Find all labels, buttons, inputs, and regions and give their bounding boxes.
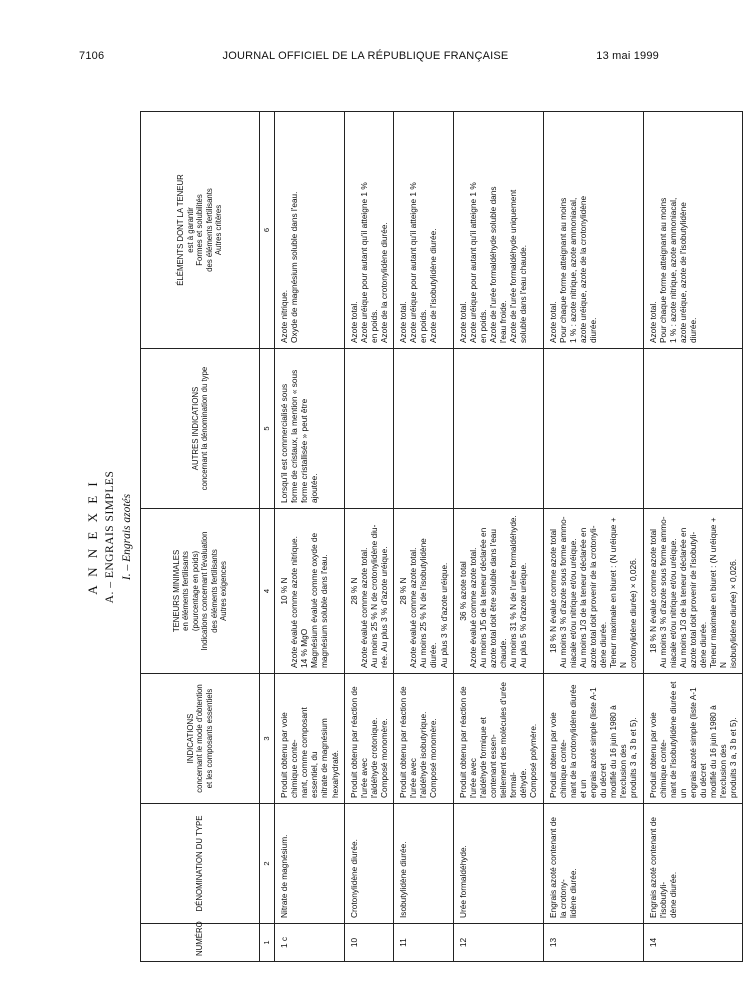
teneurs-cell: [275, 509, 345, 674]
cell-line: Azote total.: [647, 301, 658, 343]
header-line: Indications concernant l'évaluation: [200, 531, 209, 651]
cell-line: Produit obtenu par réaction de l'urée avec: [457, 686, 478, 798]
cell-line: Teneur maximale en biuret : (N uréique + N: [708, 517, 729, 668]
cell-line: dène diurée.: [598, 621, 609, 668]
indications-cell: [543, 674, 643, 804]
cell-line: Au moins 25 % N de crotonylidène diu-: [368, 524, 379, 668]
indications-cell: [453, 674, 543, 804]
cell-line: nant, comme composant essentiel, du: [299, 707, 320, 798]
indications-cell: [643, 674, 743, 804]
cell-line: Azote total.: [348, 301, 359, 343]
teneurs-cell: [543, 509, 643, 674]
cell-line: Au moins 1/3 de la teneur déclarée en: [677, 527, 688, 668]
cell-line: Oxyde de magnésium soluble dans l'eau.: [289, 191, 300, 343]
cell-line: azote total doit être soluble dans l'eau: [487, 528, 498, 668]
cell-line: Lorsqu'il est commercialisé sous: [279, 383, 289, 503]
cell-line: 10 % N: [279, 577, 289, 605]
cell-line: soluble dans l'eau chaude.: [518, 245, 529, 343]
cell-line: Azote uréique pour autant qu'il atteigne 1 %: [358, 182, 369, 343]
elements-cell: [275, 112, 345, 349]
cell-line: Au moins 1/5 de la teneur déclarée en: [477, 527, 488, 668]
header-line: DÉNOMINATION DU TYPE: [195, 815, 205, 912]
cell-line: Au moins 25 % N de l'isobutylidène diurée.: [418, 538, 439, 668]
cell-line: l'aldéhyde crotonique.: [368, 717, 379, 798]
header-line: (pourcentage en poids): [190, 550, 200, 632]
column-number: 6: [260, 112, 275, 349]
cell-line: Engrais azoté contenant de la crotony-: [547, 816, 568, 918]
header-line: ÉLÉMENTS DONT LA TENEUR: [176, 174, 186, 286]
row-number: 10: [344, 924, 393, 962]
table-body: [275, 112, 743, 962]
header-line: INDICATIONS: [185, 713, 195, 764]
column-header: [141, 509, 260, 674]
type-name-cell: [394, 804, 454, 924]
type-name-cell: [543, 804, 643, 924]
cell-line: dène diurée.: [667, 871, 678, 918]
cell-line: Composé polymère.: [528, 723, 539, 798]
cell-line: en poids.: [368, 309, 379, 343]
cell-line: produits 3 a, 3 b et 5).: [628, 717, 639, 798]
cell-line: en poids.: [477, 309, 488, 343]
table-row: [543, 112, 643, 962]
cell-line: Au plus 3 % d'azote uréique.: [438, 562, 449, 668]
cell-line: Urée formaldéhyde.: [457, 845, 468, 918]
column-header: [141, 804, 260, 924]
cell-line: ajoutée.: [309, 473, 320, 503]
header-line: en éléments fertilisants: [181, 551, 190, 631]
cell-line: azote uréique, azote de l'isobutylidène: [677, 202, 688, 343]
header-line: des éléments fertilisants: [209, 549, 219, 633]
indications-cell: [394, 674, 454, 804]
elements-cell: [344, 112, 393, 349]
column-number: 2: [260, 804, 275, 924]
cell-line: diurée.: [587, 317, 598, 343]
cell-line: Composé monomère.: [378, 718, 389, 798]
cell-line: 14 % MgO: [299, 628, 310, 668]
annex-section: A. – ENGRAIS SIMPLES: [104, 470, 116, 604]
cell-line: Au moins 3 % d'azote sous forme ammo-: [657, 516, 668, 668]
column-number: 5: [260, 349, 275, 509]
page-number: 7106: [79, 50, 105, 62]
cell-line: Azote de l'isobutylidène diurée.: [428, 228, 439, 343]
autres-cell: [394, 349, 454, 509]
cell-line: Pour chaque forme atteignant au moins: [557, 197, 568, 343]
column-number-row: [260, 112, 275, 962]
indications-cell: [344, 674, 393, 804]
autres-cell: [344, 349, 393, 509]
fertilizer-table: [140, 111, 743, 962]
cell-line: niacale et/ou nitrique et/ou uréique.: [567, 538, 578, 668]
cell-line: lidène diurée.: [567, 868, 578, 918]
table-row: [643, 112, 743, 962]
journal-title: JOURNAL OFFICIEL DE LA RÉPUBLIQUE FRANÇAISE: [222, 50, 509, 62]
cell-line: 18 % N évalué comme azote total: [647, 528, 658, 654]
cell-line: azote total doit provenir de la crotonyli-: [587, 525, 598, 668]
cell-line: crotonylidène diurée) × 0,026.: [628, 557, 639, 668]
cell-line: niacale et/ou nitrique et/ou uréique.: [667, 538, 678, 668]
cell-line: modifié du 16 juin 1980 à l'exclusion des: [708, 705, 729, 798]
elements-cell: [543, 112, 643, 349]
cell-line: Produit obtenu par voie chimique conte-: [279, 712, 300, 798]
cell-line: modifié du 16 juin 1980 à l'exclusion des: [608, 705, 629, 798]
cell-line: Au moins 31 % N de l'urée formaldéhyde.: [508, 515, 519, 668]
type-name-cell: [643, 804, 743, 924]
cell-line: Azote évalué comme azote total.: [467, 547, 478, 668]
cell-line: produits 3 a, 3 b et 5).: [728, 717, 739, 798]
header-line: est à garantir: [185, 207, 195, 253]
header-line: et les composants essentiels: [204, 688, 214, 789]
row-number: 1 c: [275, 924, 345, 962]
cell-line: Composé monomère.: [428, 718, 439, 798]
table-header-row: [141, 112, 260, 962]
autres-cell: [275, 349, 345, 509]
cell-line: l'eau froide.: [498, 300, 509, 343]
table-row: [344, 112, 393, 962]
cell-line: forme cristallisée » peut être: [299, 398, 310, 503]
cell-line: 18 % N évalué comme azote total: [547, 528, 558, 654]
cell-line: engrais azoté simple (liste A-1 du décret: [587, 687, 609, 798]
cell-line: Azote de l'urée formaldéhyde uniquement: [508, 189, 519, 343]
cell-line: 36 % azote total: [457, 561, 468, 621]
cell-line: Azote de la crotonylidène diurée.: [378, 222, 389, 343]
cell-line: l'aldéhyde formique et contenant essen-: [477, 717, 498, 798]
header-line: Autres exigences: [219, 561, 228, 621]
cell-line: nant de l'isobutylidène diurée et un: [667, 681, 688, 798]
annex-title: A N N E X E I: [85, 479, 100, 595]
rotated-page: [80, 112, 739, 962]
elements-cell: [643, 112, 743, 349]
cell-line: Azote évalué comme azote nitrique.: [289, 536, 300, 668]
column-header: [141, 921, 260, 962]
table-row: [394, 112, 454, 962]
cell-line: Isobutylidène diurée.: [398, 841, 409, 918]
header-line: NUMÉRO: [195, 921, 205, 956]
cell-line: Azote uréique pour autant qu'il atteigne 1 %: [408, 182, 419, 343]
cell-line: azote uréique, azote de la crotonylidène: [577, 195, 588, 343]
cell-line: Au moins 3 % d'azote sous forme ammo-: [557, 516, 568, 668]
cell-line: en poids.: [418, 309, 429, 343]
cell-line: Produit obtenu par réaction de l'urée avec: [348, 686, 369, 798]
header-line: concernant la dénomination du type: [200, 366, 209, 491]
cell-line: Azote total.: [547, 301, 558, 343]
cell-line: Produit obtenu par réaction de l'urée avec: [398, 686, 419, 798]
row-number: 13: [543, 924, 643, 962]
column-number: 3: [260, 674, 275, 804]
cell-line: Azote évalué comme azote total.: [408, 547, 419, 668]
cell-line: Azote de l'urée formaldéhyde soluble dans: [487, 186, 498, 343]
cell-line: Teneur maximale en biuret : (N uréique + N: [608, 517, 629, 668]
type-name-cell: [453, 804, 543, 924]
row-number: 14: [643, 924, 743, 962]
type-name-cell: [344, 804, 393, 924]
cell-line: l'aldéhyde isobutyrique.: [418, 711, 429, 798]
cell-line: nant de la crotonylidène diurée et un: [567, 684, 588, 798]
type-name-cell: [275, 804, 345, 924]
header-line: Autres critères: [214, 204, 224, 256]
cell-line: Azote total.: [457, 301, 468, 343]
cell-line: forme de cristaux, la mention « sous: [289, 369, 300, 503]
column-header: [141, 349, 260, 509]
cell-line: Engrais azoté contenant de l'isobutyli-: [647, 816, 668, 918]
table-row: [453, 112, 543, 962]
header-line: Formes et solubilités: [195, 194, 205, 266]
teneurs-cell: [344, 509, 393, 674]
cell-line: 28 % N: [348, 577, 359, 605]
cell-line: isobutylidène diurée) × 0,026.: [728, 558, 739, 668]
cell-line: diurée.: [687, 317, 698, 343]
column-number: 4: [260, 509, 275, 674]
header-line: TENEURS MINIMALES: [171, 549, 181, 633]
elements-cell: [394, 112, 454, 349]
header-line: AUTRES INDICATIONS: [190, 386, 200, 471]
cell-line: 1 % : azote nitrique, azote ammoniacal,: [667, 197, 678, 343]
cell-line: Crotonylidène diurée.: [348, 839, 359, 918]
cell-line: chaude.: [498, 638, 509, 668]
elements-cell: [453, 112, 543, 349]
cell-line: Pour chaque forme atteignant au moins: [657, 197, 668, 343]
publication-date: 13 mai 1999: [596, 50, 659, 62]
cell-line: 28 % N: [398, 577, 409, 605]
cell-line: rée. Au plus 3 % d'azote uréique.: [378, 546, 389, 668]
row-number: 12: [453, 924, 543, 962]
cell-line: Azote total.: [398, 301, 409, 343]
column-number: 1: [260, 924, 275, 962]
autres-cell: [453, 349, 543, 509]
autres-cell: [543, 349, 643, 509]
cell-line: Produit obtenu par voie chimique conte-: [647, 712, 668, 798]
cell-line: 1 % : azote nitrique, azote ammoniacal,: [567, 197, 578, 343]
cell-line: Azote nitrique.: [279, 289, 289, 343]
header-line: des éléments fertilisants: [204, 188, 214, 272]
cell-line: engrais azoté simple (liste A-1 du décret: [687, 687, 709, 798]
cell-line: Nitrate de magnésium.: [279, 834, 289, 918]
column-header: [141, 674, 260, 804]
teneurs-cell: [453, 509, 543, 674]
table-row: [275, 112, 345, 962]
cell-line: azote total doit provenir de l'isobutyli-: [687, 531, 698, 668]
cell-line: déhyde.: [518, 768, 529, 798]
cell-line: Au moins 1/3 de la teneur déclarée en: [577, 527, 588, 668]
cell-line: nitrate de magnésium hexahydraté.: [319, 718, 340, 798]
cell-line: magnésium soluble dans l'eau.: [319, 554, 330, 668]
cell-line: Au plus 5 % d'azote uréique.: [518, 562, 529, 668]
cell-line: tiellement des molécules d'urée formal-: [498, 682, 519, 798]
indications-cell: [275, 674, 345, 804]
teneurs-cell: [394, 509, 454, 674]
cell-line: Azote uréique pour autant qu'il atteigne 1 %: [467, 182, 478, 343]
header-line: concernant le mode d'obtention: [195, 684, 205, 793]
teneurs-cell: [643, 509, 743, 674]
annex-subsection: I. – Engrais azotés: [121, 493, 133, 581]
cell-line: Produit obtenu par voie chimique conte-: [547, 712, 568, 798]
column-header: [141, 112, 260, 349]
cell-line: Azote évalué comme azote total.: [358, 547, 369, 668]
row-number: 11: [394, 924, 454, 962]
cell-line: Magnésium évalué comme oxyde de: [309, 532, 320, 668]
cell-line: dène diurée.: [698, 621, 709, 668]
autres-cell: [643, 349, 743, 509]
